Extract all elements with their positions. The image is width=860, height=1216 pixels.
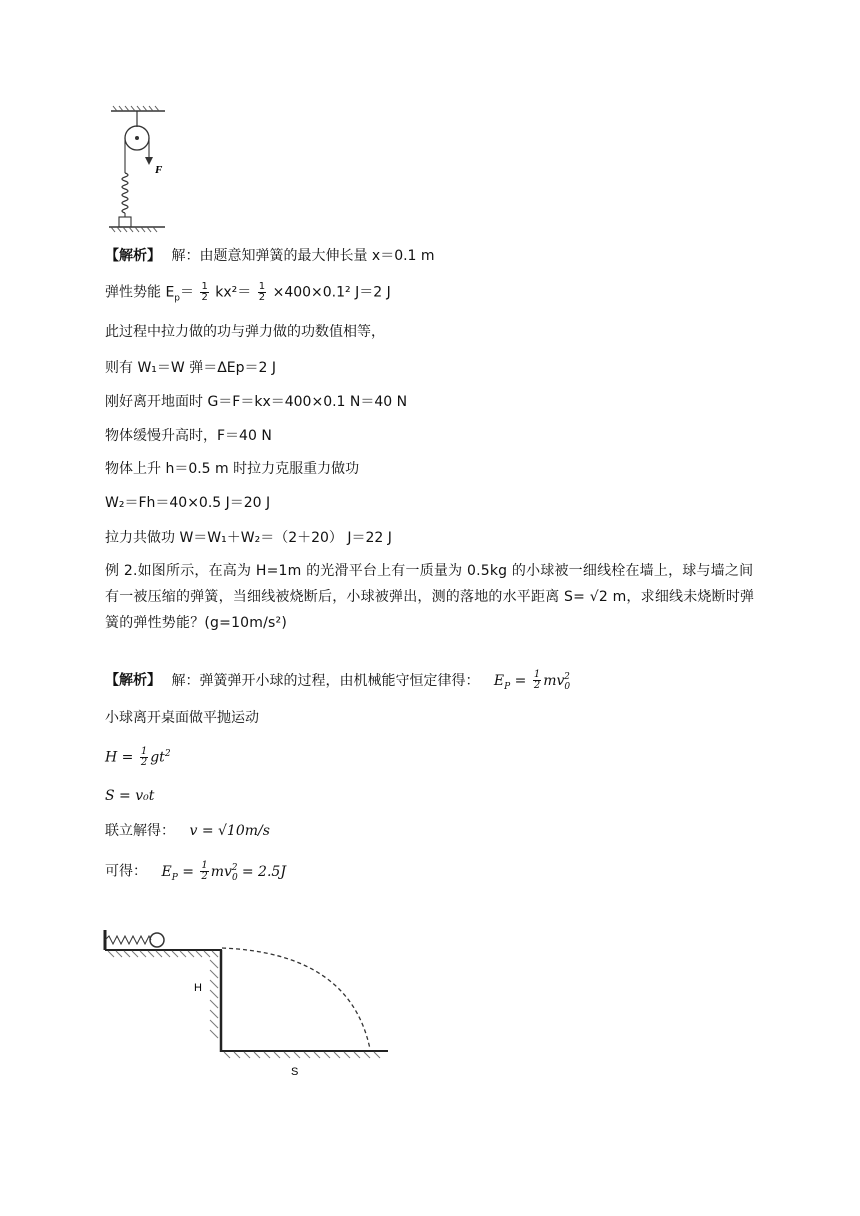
analysis-tag: 【解析】 bbox=[105, 248, 161, 264]
text-line-9: 拉力共做功 W＝W₁＋W₂＝（2＋20） J＝22 J bbox=[105, 530, 392, 546]
solution-line bbox=[105, 667, 570, 696]
result-equation: $E_P$ = $\frac{1}{2}$ $mv_0^2 = 2.5J$ bbox=[161, 860, 286, 883]
pulley-spring-figure bbox=[105, 105, 175, 235]
kx2-text: kx²＝ bbox=[210, 284, 252, 301]
ep-value: ×400×0.1² J＝2 J bbox=[268, 284, 391, 301]
ep-label: 弹性势能 E bbox=[105, 284, 175, 301]
combined-solve-line bbox=[105, 821, 270, 841]
height-equation-lhs: H = bbox=[105, 749, 138, 766]
text-line-3: 此过程中拉力做的功与弹力做的功数值相等， bbox=[105, 324, 385, 340]
result-value: = 2.5J bbox=[237, 863, 286, 880]
elastic-energy-line: 弹性势能 $E_p=$ $\frac{1}{2}$ kx²＝ $\frac{1}{2}$ ×400×0.1² J＝2 J bbox=[105, 281, 391, 304]
text-line-5: 刚好离开地面时 G＝F＝kx＝400×0.1 N＝40 N bbox=[105, 394, 408, 410]
analysis-line-1 bbox=[105, 246, 435, 266]
text-line-7: 物体上升 h＝0.5 m 时拉力克服重力做功 bbox=[105, 461, 360, 477]
ep-symbol: E bbox=[493, 672, 505, 689]
result-label: 可得： bbox=[105, 863, 147, 880]
ep-equals: ＝ bbox=[180, 284, 195, 301]
solution-tag: 【解析】 bbox=[105, 672, 161, 689]
fraction-half: $\frac{1}{2}$ bbox=[201, 281, 208, 303]
distance-equation: S = v₀t bbox=[105, 788, 155, 804]
distance-label: S bbox=[291, 1066, 299, 1078]
example-2-text: 例 2.如图所示，在高为 H=1m 的光滑平台上有一质量为 0.5kg 的小球被一细线栓在墙上，球与墙之间有一被压缩的弹簧，当细线被烧断后，小球被弹出，测的落地的水平距离 S= √2 m，求细线未烧断时弹簧的弹性势能？(g=10m/s²) bbox=[105, 563, 755, 631]
energy-equation: $E_P$ = $\frac{1}{2}$ $mv_0^2$ bbox=[493, 669, 571, 692]
text-line-8: W₂＝Fh＝40×0.5 J＝20 J bbox=[105, 495, 271, 511]
trajectory-curve bbox=[222, 948, 370, 1049]
result-line bbox=[105, 858, 286, 887]
text-line-6: 物体缓慢升高时，F＝40 N bbox=[105, 428, 272, 444]
height-equation: H = $\frac{1}{2}$ $gt^2$ bbox=[105, 746, 171, 769]
combined-solve-label: 联立解得： bbox=[105, 823, 175, 839]
height-label: H bbox=[194, 982, 202, 994]
solution-text: 解：弹簧弹开小球的过程，由机械能守恒定律得： bbox=[171, 672, 480, 689]
force-label: F bbox=[155, 164, 163, 176]
fraction-half: $\frac{1}{2}$ bbox=[258, 281, 266, 303]
text-line-4: 则有 W₁＝W 弹＝ΔEp＝2 J bbox=[105, 360, 276, 376]
projectile-motion-line: 小球离开桌面做平抛运动 bbox=[105, 710, 259, 726]
analysis-text: 解：由题意知弹簧的最大伸长量 x＝0.1 m bbox=[171, 248, 435, 264]
velocity-equation: v = √10m/s bbox=[189, 823, 270, 839]
projectile-figure bbox=[100, 928, 400, 1083]
